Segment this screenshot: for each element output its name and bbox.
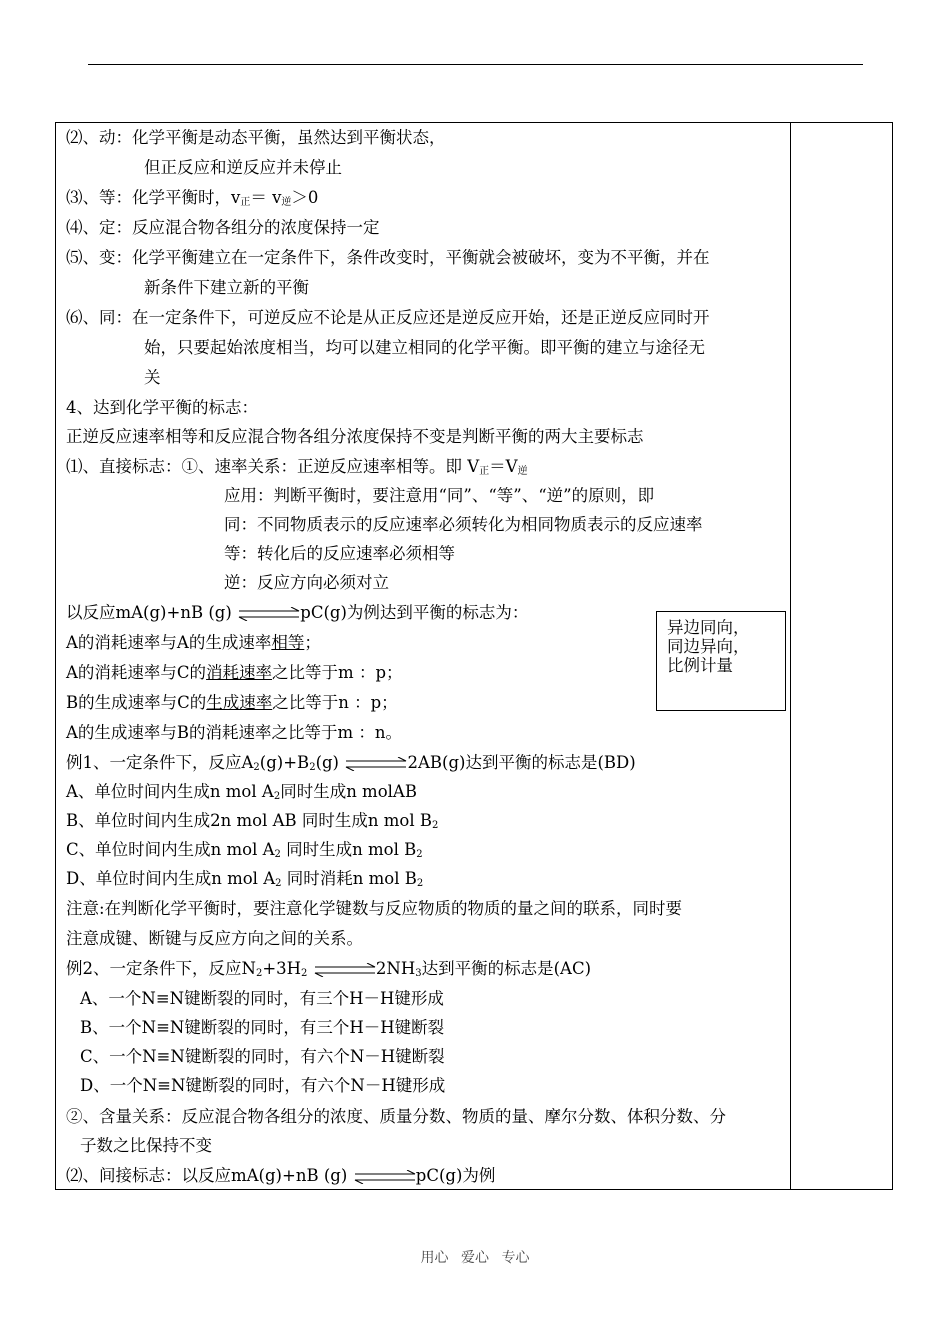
text-line: 注意成键、断键与反应方向之间的关系。 bbox=[66, 929, 363, 948]
text-line: 子数之比保持不变 bbox=[80, 1136, 212, 1155]
option-item: C、一个N≡N键断裂的同时，有六个N－H键断裂 bbox=[80, 1047, 445, 1066]
text-line: ⑸、变：化学平衡建立在一定条件下，条件改变时，平衡就会被破坏，变为不平衡，并在 bbox=[66, 248, 710, 267]
text-line: ⑹、同：在一定条件下，可逆反应不论是从正反应还是逆反应开始，还是正逆反应同时开 bbox=[66, 308, 710, 327]
text-line: A的生成速率与B的消耗速率之比等于m ：n。 bbox=[66, 723, 403, 742]
text-line: ⑷、定：反应混合物各组分的浓度保持一定 bbox=[66, 218, 380, 237]
text-line: A的消耗速率与A的生成速率相等； bbox=[66, 633, 321, 652]
text-line: 应用：判断平衡时，要注意用“同”、“等”、“逆”的原则，即 bbox=[224, 486, 655, 505]
text-line: ⑴、直接标志：①、速率关系：正逆反应速率相等。即 $V_正=V_逆$ bbox=[66, 457, 528, 477]
text-line: 等：转化后的反应速率必须相等 bbox=[224, 544, 455, 563]
column-divider bbox=[790, 123, 791, 1189]
text-line: 关 bbox=[144, 368, 161, 387]
page-footer: 用心 爱心 专心 bbox=[420, 1250, 530, 1266]
note-box: 异边同向， 同边异向， 比例计量 bbox=[656, 611, 786, 711]
text-line: ②、含量关系：反应混合物各组分的浓度、质量分数、物质的量、摩尔分数、体积分数、分 bbox=[66, 1107, 726, 1126]
text-line: 逆：反应方向必须对立 bbox=[224, 573, 389, 592]
text-line: 新条件下建立新的平衡 bbox=[144, 278, 309, 297]
equilibrium-arrow-icon bbox=[237, 607, 295, 621]
text-line: 始，只要起始浓度相当，均可以建立相同的化学平衡。即平衡的建立与途径无 bbox=[144, 338, 705, 357]
reaction-line: ⑵、间接标志：以反应mA(g)+nB (g) pC(g)为例 bbox=[66, 1166, 496, 1185]
option-item: C、单位时间内生成n mol $A_2$ 同时生成n mol $B_2$ bbox=[66, 840, 423, 860]
text-line: 注意:在判断化学平衡时，要注意化学键数与反应物质的物质的量之间的联系，同时要 bbox=[66, 899, 683, 918]
equilibrium-arrow-icon bbox=[344, 757, 402, 771]
text-line: ⑶、等：化学平衡时，$v_正= v_逆>0$ bbox=[66, 188, 319, 208]
text-line: 同：不同物质表示的反应速率必须转化为相同物质表示的反应速率 bbox=[224, 515, 703, 534]
content-table bbox=[55, 122, 893, 1190]
text-line: 但正反应和逆反应并未停止 bbox=[144, 158, 342, 177]
text-line: ⑵、动：化学平衡是动态平衡，虽然达到平衡状态， bbox=[66, 128, 446, 147]
text-line: B的生成速率与C的生成速率之比等于n ：p； bbox=[66, 693, 398, 712]
reaction-line: 以反应mA(g)+nB (g) pC(g)为例达到平衡的标志为： bbox=[66, 603, 529, 622]
header-rule bbox=[88, 64, 863, 65]
option-item: B、单位时间内生成2n mol AB 同时生成n mol $B_2$ bbox=[66, 811, 439, 831]
equilibrium-arrow-icon bbox=[353, 1170, 411, 1184]
option-item: D、单位时间内生成n mol $A_2$ 同时消耗n mol $B_2$ bbox=[66, 869, 424, 889]
option-item: A、一个N≡N键断裂的同时，有三个H－H键形成 bbox=[80, 989, 444, 1008]
equilibrium-arrow-icon bbox=[313, 963, 371, 977]
option-item: B、一个N≡N键断裂的同时，有三个H－H键断裂 bbox=[80, 1018, 445, 1037]
text-line: 正逆反应速率相等和反应混合物各组分浓度保持不变是判断平衡的两大主要标志 bbox=[66, 427, 644, 446]
example-heading: 例1、一定条件下，反应$A_2(g)+B_2(g)$ 2AB(g)达到平衡的标志是(BD) bbox=[66, 753, 636, 773]
option-item: D、一个N≡N键断裂的同时，有六个N－H键形成 bbox=[80, 1076, 446, 1095]
section-heading: 4、达到化学平衡的标志： bbox=[66, 398, 258, 417]
example-heading: 例2、一定条件下，反应$N_2+3H_2$ $2NH_3$达到平衡的标志是(AC) bbox=[66, 959, 592, 979]
option-item: A、单位时间内生成n mol $A_2$同时生成n molAB bbox=[66, 782, 417, 802]
text-line: A的消耗速率与C的消耗速率之比等于m ：p； bbox=[66, 663, 403, 682]
